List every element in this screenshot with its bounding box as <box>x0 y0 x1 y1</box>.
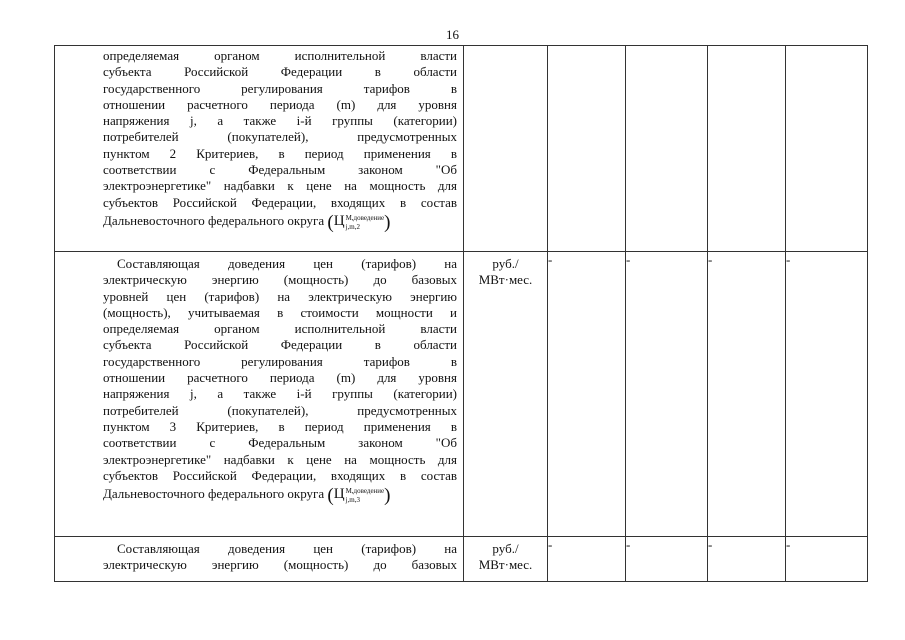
value-cell <box>626 46 708 252</box>
text-line: субъекта Российской Федерации в области <box>103 337 457 353</box>
text-line: потребителей (покупателей), предусмотренных <box>103 129 457 145</box>
formula: (Ц М,доведение j,m,2 ) <box>327 211 391 233</box>
tariff-table <box>54 45 868 582</box>
formula-symbol: Ц <box>333 486 345 503</box>
text-line: государственного регулирования тарифов в <box>103 353 457 369</box>
text-line: соответствии с Федеральным законом "Об <box>103 162 457 178</box>
text-line: субъектов Российской Федерации, входящих в состав <box>103 194 457 210</box>
text-line <box>103 541 457 557</box>
value-cell: - <box>626 537 708 582</box>
text-line: определяемая органом исполнительной власти <box>103 48 457 63</box>
text-line: потребителей (покупателей), предусмотренных <box>103 402 457 418</box>
formula-superscript: М,доведение <box>345 487 385 496</box>
formula-symbol: Ц <box>333 212 345 229</box>
value-cell <box>786 46 868 252</box>
row-number-cell <box>55 537 464 582</box>
text-line: Дальневосточного федерального округа <box>103 212 325 228</box>
table-row <box>55 537 868 582</box>
description-cell <box>99 46 463 235</box>
value-cell: - <box>786 252 868 537</box>
unit-cell: руб./МВт·мес. <box>464 252 548 537</box>
text-line: электрическую энергию (мощность) до базовых <box>103 272 457 288</box>
table-row <box>55 46 868 252</box>
text-line: субъекта Российской Федерации в области <box>103 64 457 80</box>
text-line: Дальневосточного федерального округа <box>103 486 325 502</box>
unit-cell <box>464 46 548 252</box>
text-line: пунктом 2 Критериев, в период применения в <box>103 145 457 161</box>
value-cell: - <box>548 537 626 582</box>
text-line: пунктом 3 Критериев, в период применения в <box>103 418 457 434</box>
text-line-last <box>103 486 457 505</box>
page-number: 16 <box>446 27 459 42</box>
text-line: электроэнергетике" надбавки к цене на мощность для <box>103 451 457 467</box>
row-number-cell <box>55 46 464 252</box>
text-line: отношении расчетного периода (m) для уровня <box>103 370 457 386</box>
table-row <box>55 252 868 537</box>
text-line: электроэнергетике" надбавки к цене на мощность для <box>103 178 457 194</box>
formula: (Ц М,доведение j,m,3 ) <box>327 485 391 507</box>
value-cell: - <box>548 252 626 537</box>
text-line: соответствии с Федеральным законом "Об <box>103 435 457 451</box>
text-line-content: Составляющая доведения цен (тарифов) на <box>117 256 457 271</box>
text-line: уровней цен (тарифов) на электрическую энергию <box>103 288 457 304</box>
text-line: субъектов Российской Федерации, входящих в состав <box>103 467 457 483</box>
text-line-last <box>103 213 457 232</box>
text-line: государственного регулирования тарифов в <box>103 80 457 96</box>
value-cell <box>708 46 786 252</box>
text-line: напряжения j, а также i-й группы (категории) <box>103 386 457 402</box>
text-line: определяемая органом исполнительной власти <box>103 321 457 337</box>
text-line-content: Составляющая доведения цен (тарифов) на <box>117 541 457 556</box>
text-line: электрическую энергию (мощность) до базовых <box>103 557 457 573</box>
value-cell: - <box>786 537 868 582</box>
value-cell <box>548 46 626 252</box>
formula-superscript: М,доведение <box>345 213 385 222</box>
value-cell: - <box>708 537 786 582</box>
value-cell: - <box>708 252 786 537</box>
description-cell <box>99 537 463 581</box>
row-number-cell <box>55 252 464 537</box>
value-cell: - <box>626 252 708 537</box>
formula-subscript: j,m,3 <box>345 496 360 505</box>
description-cell <box>99 252 463 508</box>
text-line: напряжения j, а также i-й группы (категории) <box>103 113 457 129</box>
text-line: отношении расчетного периода (m) для уровня <box>103 96 457 112</box>
formula-subscript: j,m,2 <box>345 222 360 231</box>
text-line: (мощность), учитываемая в стоимости мощности и <box>103 304 457 320</box>
text-line <box>103 256 457 272</box>
unit-cell: руб./МВт·мес. <box>464 537 548 582</box>
